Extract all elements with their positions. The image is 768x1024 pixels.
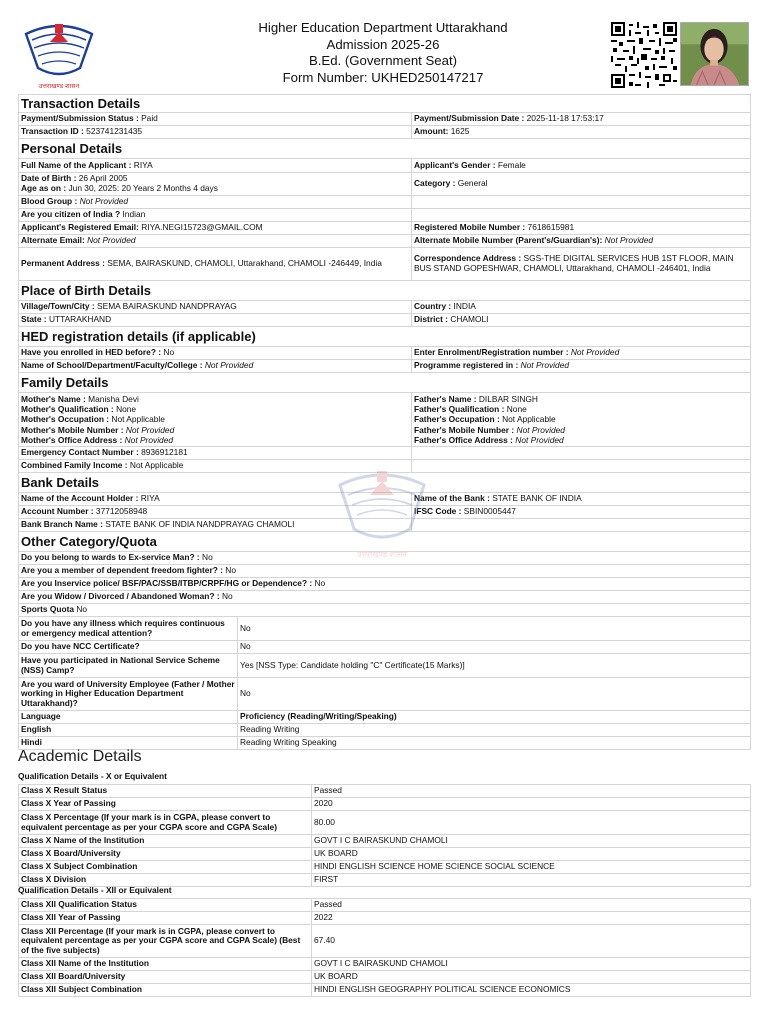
x-row-value: HINDI ENGLISH SCIENCE HOME SCIENCE SOCIAL SCIENCE bbox=[312, 861, 751, 874]
language-proficiency: Reading Writing Speaking bbox=[238, 737, 751, 750]
correspondence-address: Correspondence Address : SGS-THE DIGITAL SERVICES HUB 1ST FLOOR, MAIN BUS STAND GOPESHWAR, CHAMOLI, Uttarakhand, CHAMOLI -246401, India bbox=[412, 248, 751, 281]
empty-cell bbox=[412, 447, 751, 460]
x-row-label: Class X Subject Combination bbox=[19, 861, 312, 874]
department-title: Higher Education Department Uttarakhand bbox=[258, 20, 508, 35]
citizenship: Are you citizen of India ? Indian bbox=[19, 209, 412, 222]
emergency-contact: Emergency Contact Number : 8936912181 bbox=[19, 447, 412, 460]
xii-row-label: Class XII Subject Combination bbox=[19, 984, 312, 997]
birth-country: Country : INDIA bbox=[412, 301, 751, 314]
x-row-label: Class X Name of the Institution bbox=[19, 835, 312, 848]
widow-quota: Are you Widow / Divorced / Abandoned Woman? : No bbox=[19, 591, 751, 604]
permanent-address: Permanent Address : SEMA, BAIRASKUND, CHAMOLI, Uttarakhand, CHAMOLI -246449, India bbox=[19, 248, 412, 281]
xii-row-value: 2022 bbox=[312, 912, 751, 925]
transaction-id: Transaction ID : 523741231435 bbox=[19, 126, 412, 139]
class-xii-subheading: Qualification Details - XII or Equivalent bbox=[18, 885, 172, 895]
x-row-value: GOVT I C BAIRASKUND CHAMOLI bbox=[312, 835, 751, 848]
x-row-label: Class X Result Status bbox=[19, 785, 312, 798]
bank-branch: Bank Branch Name : STATE BANK OF INDIA NANDPRAYAG CHAMOLI bbox=[19, 519, 412, 532]
university-ward-label: Are you ward of University Employee (Father / Mother working in Higher Education Department Uttarakhand)? bbox=[19, 678, 238, 711]
ifsc-code: IFSC Code : SBIN0005447 bbox=[412, 506, 751, 519]
xii-row-label: Class XII Board/University bbox=[19, 971, 312, 984]
empty-cell bbox=[412, 519, 751, 532]
freedom-fighter-quota: Are you a member of dependent freedom fighter? : No bbox=[19, 565, 751, 578]
xii-row-value: UK BOARD bbox=[312, 971, 751, 984]
uttarakhand-emblem-logo bbox=[20, 20, 98, 90]
transaction-section-title: Transaction Details bbox=[19, 95, 751, 113]
birth-village: Village/Town/City : SEMA BAIRASKUND NANDPRAYAG bbox=[19, 301, 412, 314]
father-details: Father's Name : DILBAR SINGH Father's Qualification : None Father's Occupation : Not Applicable Father's Mobile Number : Not Provided Father's Office Address : Not Provided bbox=[412, 393, 751, 447]
personal-section-title: Personal Details bbox=[19, 139, 751, 159]
empty-cell bbox=[412, 209, 751, 222]
applicant-gender: Applicant's Gender : Female bbox=[412, 159, 751, 173]
svg-text:उत्तराखण्ड शासन: उत्तराखण्ड शासन bbox=[38, 82, 80, 90]
applicant-photo bbox=[680, 22, 749, 86]
category: Category : General bbox=[412, 173, 751, 196]
form-number: Form Number: UKHED250147217 bbox=[282, 69, 484, 85]
university-ward-value: No bbox=[238, 678, 751, 711]
hed-school: Name of School/Department/Faculty/College : Not Provided bbox=[19, 360, 412, 373]
ex-service-quota: Do you belong to wards to Ex-service Man? : No bbox=[19, 552, 751, 565]
payment-amount: Amount: 1625 bbox=[412, 126, 751, 139]
x-row-value: Passed bbox=[312, 785, 751, 798]
xii-row-value: Passed bbox=[312, 899, 751, 912]
x-row-label: Class X Percentage (If your mark is in CGPA, please convert to equivalent percentage as per your CGPA score and CGPA Scale) bbox=[19, 811, 312, 835]
form-header bbox=[18, 16, 750, 90]
account-number: Account Number : 37712058948 bbox=[19, 506, 412, 519]
birth-district: District : CHAMOLI bbox=[412, 314, 751, 327]
hed-enrolment-number: Enter Enrolment/Registration number : Not Provided bbox=[412, 347, 751, 360]
quota-table bbox=[18, 531, 751, 750]
dob-age: Date of Birth : 26 April 2005 Age as on : Jun 30, 2025: 20 Years 2 Months 4 days bbox=[19, 173, 412, 196]
blood-group: Blood Group : Not Provided bbox=[19, 196, 412, 209]
language-name: English bbox=[19, 724, 238, 737]
xii-row-label: Class XII Qualification Status bbox=[19, 899, 312, 912]
birth-section-title: Place of Birth Details bbox=[19, 281, 751, 301]
mother-details: Mother's Name : Manisha Devi Mother's Qualification : None Mother's Occupation : Not Applicable Mother's Mobile Number : Not Provided Mother's Office Address : Not Provided bbox=[19, 393, 412, 447]
account-holder: Name of the Account Holder : RIYA bbox=[19, 493, 412, 506]
sports-quota: Sports Quota No bbox=[19, 604, 751, 617]
ncc-label: Do you have NCC Certificate? bbox=[19, 641, 238, 654]
x-row-value: 80.00 bbox=[312, 811, 751, 835]
bank-name: Name of the Bank : STATE BANK OF INDIA bbox=[412, 493, 751, 506]
academic-section-title: Academic Details bbox=[18, 748, 142, 765]
hed-enrolled: Have you enrolled in HED before? : No bbox=[19, 347, 412, 360]
details-table bbox=[18, 94, 751, 532]
x-row-value: FIRST bbox=[312, 874, 751, 887]
header-title-block bbox=[168, 20, 598, 86]
quota-section-title: Other Category/Quota bbox=[19, 532, 751, 552]
hed-programme: Programme registered in : Not Provided bbox=[412, 360, 751, 373]
alternate-mobile: Alternate Mobile Number (Parent's/Guardian's): Not Provided bbox=[412, 235, 751, 248]
xii-row-value: HINDI ENGLISH GEOGRAPHY POLITICAL SCIENCE ECONOMICS bbox=[312, 984, 751, 997]
xii-row-label: Class XII Name of the Institution bbox=[19, 958, 312, 971]
family-income: Combined Family Income : Not Applicable bbox=[19, 460, 412, 473]
x-row-label: Class X Division bbox=[19, 874, 312, 887]
payment-date: Payment/Submission Date : 2025-11-18 17:53:17 bbox=[412, 113, 751, 126]
nss-label: Have you participated in National Service Scheme (NSS) Camp? bbox=[19, 654, 238, 678]
language-header: Language bbox=[19, 711, 238, 724]
xii-row-label: Class XII Year of Passing bbox=[19, 912, 312, 925]
proficiency-header: Proficiency (Reading/Writing/Speaking) bbox=[238, 711, 751, 724]
class-x-table bbox=[18, 784, 751, 887]
bank-section-title: Bank Details bbox=[19, 473, 751, 493]
illness-value: No bbox=[238, 617, 751, 641]
registered-mobile: Registered Mobile Number : 7618615981 bbox=[412, 222, 751, 235]
xii-row-value: 67.40 bbox=[312, 925, 751, 958]
language-proficiency: Reading Writing bbox=[238, 724, 751, 737]
illness-label: Do you have any illness which requires continuous or emergency medical attention? bbox=[19, 617, 238, 641]
class-x-subheading: Qualification Details - X or Equivalent bbox=[18, 771, 167, 781]
ncc-value: No bbox=[238, 641, 751, 654]
xii-row-value: GOVT I C BAIRASKUND CHAMOLI bbox=[312, 958, 751, 971]
qr-code bbox=[611, 22, 677, 88]
x-row-label: Class X Board/University bbox=[19, 848, 312, 861]
x-row-value: UK BOARD bbox=[312, 848, 751, 861]
course-name: B.Ed. (Government Seat) bbox=[308, 53, 458, 68]
x-row-label: Class X Year of Passing bbox=[19, 798, 312, 811]
empty-cell bbox=[412, 460, 751, 473]
alternate-email: Alternate Email: Not Provided bbox=[19, 235, 412, 248]
class-xii-table bbox=[18, 898, 751, 997]
police-quota: Are you Inservice police/ BSF/PAC/SSB/ITBP/CRPF/HG or Dependence? : No bbox=[19, 578, 751, 591]
admission-year: Admission 2025-26 bbox=[326, 36, 440, 52]
empty-cell bbox=[412, 196, 751, 209]
applicant-name: Full Name of the Applicant : RIYA bbox=[19, 159, 412, 173]
family-section-title: Family Details bbox=[19, 373, 751, 393]
nss-value: Yes [NSS Type: Candidate holding "C" Certificate(15 Marks)] bbox=[238, 654, 751, 678]
svg-text:उत्तराखण्ड शासन: उत्तराखण्ड शासन bbox=[357, 550, 407, 559]
birth-state: State : UTTARAKHAND bbox=[19, 314, 412, 327]
xii-row-label: Class XII Percentage (If your mark is in CGPA, please convert to equivalent percentage as per your CGPA score and CGPA Scale) (Best of the five subjects) bbox=[19, 925, 312, 958]
hed-section-title: HED registration details (if applicable) bbox=[19, 327, 751, 347]
language-name: Hindi bbox=[19, 737, 238, 750]
x-row-value: 2020 bbox=[312, 798, 751, 811]
payment-status: Payment/Submission Status : Paid bbox=[19, 113, 412, 126]
registered-email: Applicant's Registered Email: RIYA.NEGI15723@GMAIL.COM bbox=[19, 222, 412, 235]
